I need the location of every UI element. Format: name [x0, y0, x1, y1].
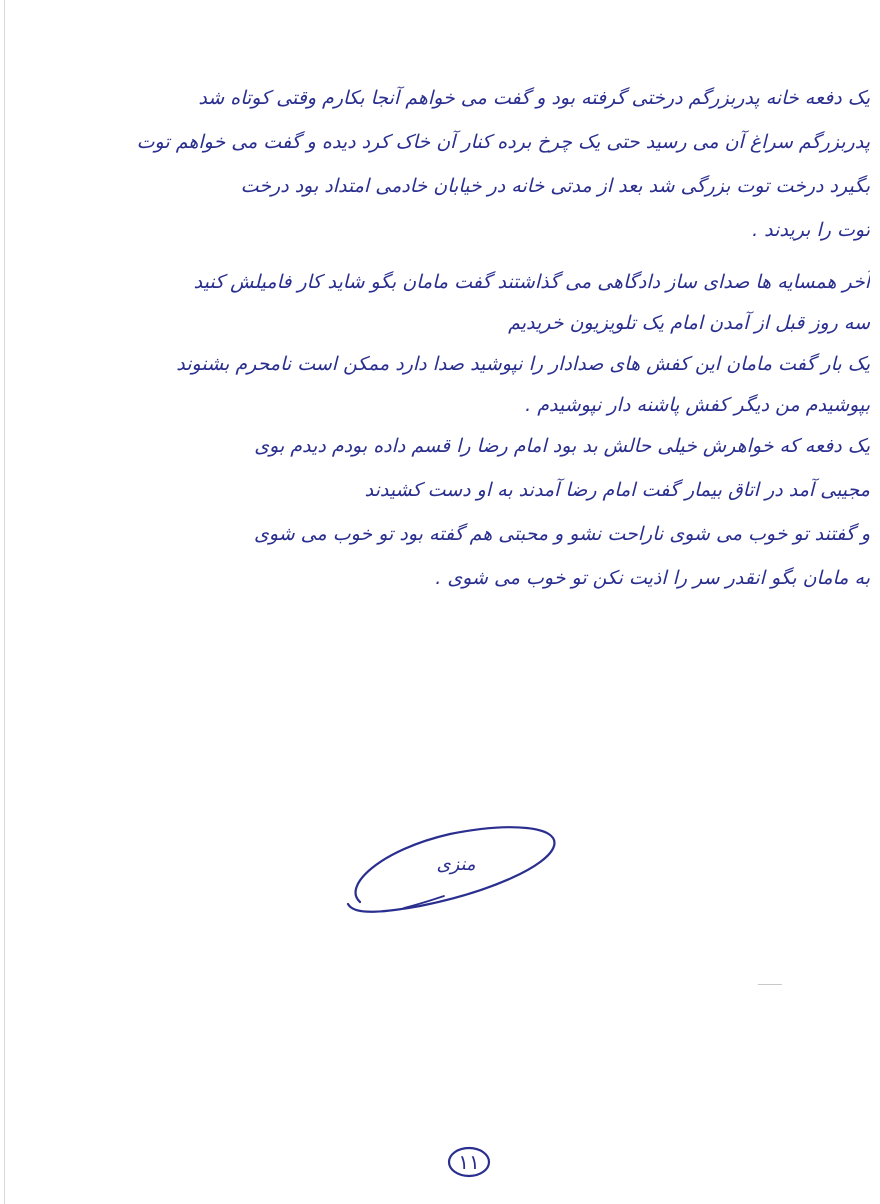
text-line: توت را بریدند .	[752, 219, 870, 241]
text-line: و گفتند تو خوب می شوی ناراحت نشو و محبتی هم گفته بود تو خوب می شوی	[254, 523, 870, 545]
page-number	[446, 1144, 492, 1180]
text-line: یک دفعه که خواهرش خیلی حالش بد بود امام رضا را قسم داده بودم دیدم بوی	[254, 435, 870, 457]
text-line: بگیرد درخت توت بزرگی شد بعد از مدتی خانه در خیابان خادمی امتداد بود درخت	[240, 175, 870, 197]
signature-text: منزی	[436, 854, 476, 875]
scan-edge-line	[4, 0, 5, 1204]
text-line: بپوشیدم من دیگر کفش پاشنه دار نپوشیدم .	[525, 394, 870, 416]
page-number-text: ۱۱	[458, 1150, 480, 1174]
text-line: به مامان بگو انقدر سر را اذیت نکن تو خوب می شوی .	[435, 567, 870, 589]
signature	[340, 820, 562, 920]
text-line: آخر همسایه ها صدای ساز دادگاهی می گذاشتند گفت مامان بگو شاید کار فامیلش کنید	[193, 271, 870, 293]
text-line: یک دفعه خانه پدربزرگم درختی گرفته بود و گفت می خواهم آنجا بکارم وقتی کوتاه شد	[198, 87, 870, 109]
handwritten-text-block	[14, 76, 870, 600]
text-line: مجیبی آمد در اتاق بیمار گفت امام رضا آمدند به او دست کشیدند	[364, 479, 870, 501]
text-line: سه روز قبل از آمدن امام یک تلویزیون خریدیم	[508, 312, 870, 334]
text-line: پدربزرگم سراغ آن می رسید حتی یک چرخ برده کنار آن خاک کرد دیده و گفت می خواهم توت	[136, 131, 870, 153]
scan-mark	[758, 984, 782, 985]
text-line: یک بار گفت مامان این کفش های صدادار را نپوشید صدا دارد ممکن است نامحرم بشنوند	[176, 353, 870, 375]
